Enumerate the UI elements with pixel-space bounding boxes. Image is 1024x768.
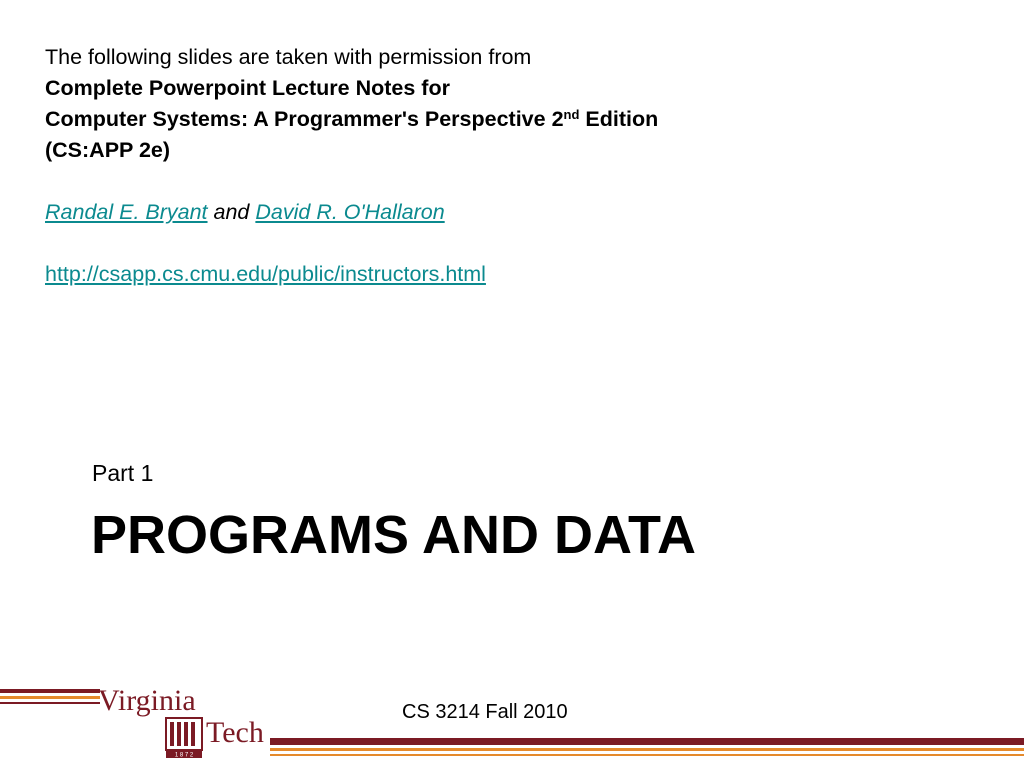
course-label: CS 3214 Fall 2010 — [402, 701, 568, 723]
url-line — [45, 259, 658, 290]
book-title-line2 — [45, 104, 658, 135]
stripe-left-maroon-bottom — [0, 702, 100, 704]
logo-gateway-icon — [166, 718, 202, 759]
stripe-right-maroon — [270, 738, 1024, 745]
virginia-tech-logo — [96, 684, 272, 760]
credits-block — [45, 42, 658, 290]
stripe-right-orange-bottom — [270, 754, 1024, 756]
author-link-bryant[interactable]: Randal E. Bryant — [45, 200, 208, 224]
logo-year: 1 8 7 2 — [174, 752, 194, 759]
author-link-ohallaron[interactable]: David R. O'Hallaron — [255, 200, 445, 224]
stripe-right-orange-top — [270, 748, 1024, 751]
logo-word-virginia: Virginia — [98, 684, 196, 717]
credits-intro: The following slides are taken with permission from — [45, 45, 532, 69]
stripe-left-orange — [0, 696, 100, 699]
edition-superscript: nd — [563, 107, 580, 122]
instructors-url-link[interactable]: http://csapp.cs.cmu.edu/public/instructors.html — [45, 262, 486, 286]
authors-and: and — [213, 200, 250, 224]
book-title-edition: Edition — [579, 107, 659, 131]
stripe-left-maroon-top — [0, 689, 100, 693]
book-title-main: Computer Systems: A Programmer's Perspective 2 — [45, 107, 564, 131]
slide-title: PROGRAMS AND DATA — [91, 505, 696, 565]
authors-line — [45, 197, 658, 228]
part-label: Part 1 — [92, 460, 154, 486]
book-title-line3: (CS:APP 2e) — [45, 138, 171, 162]
book-title-line1: Complete Powerpoint Lecture Notes for — [45, 76, 450, 100]
logo-word-tech: Tech — [206, 716, 264, 749]
